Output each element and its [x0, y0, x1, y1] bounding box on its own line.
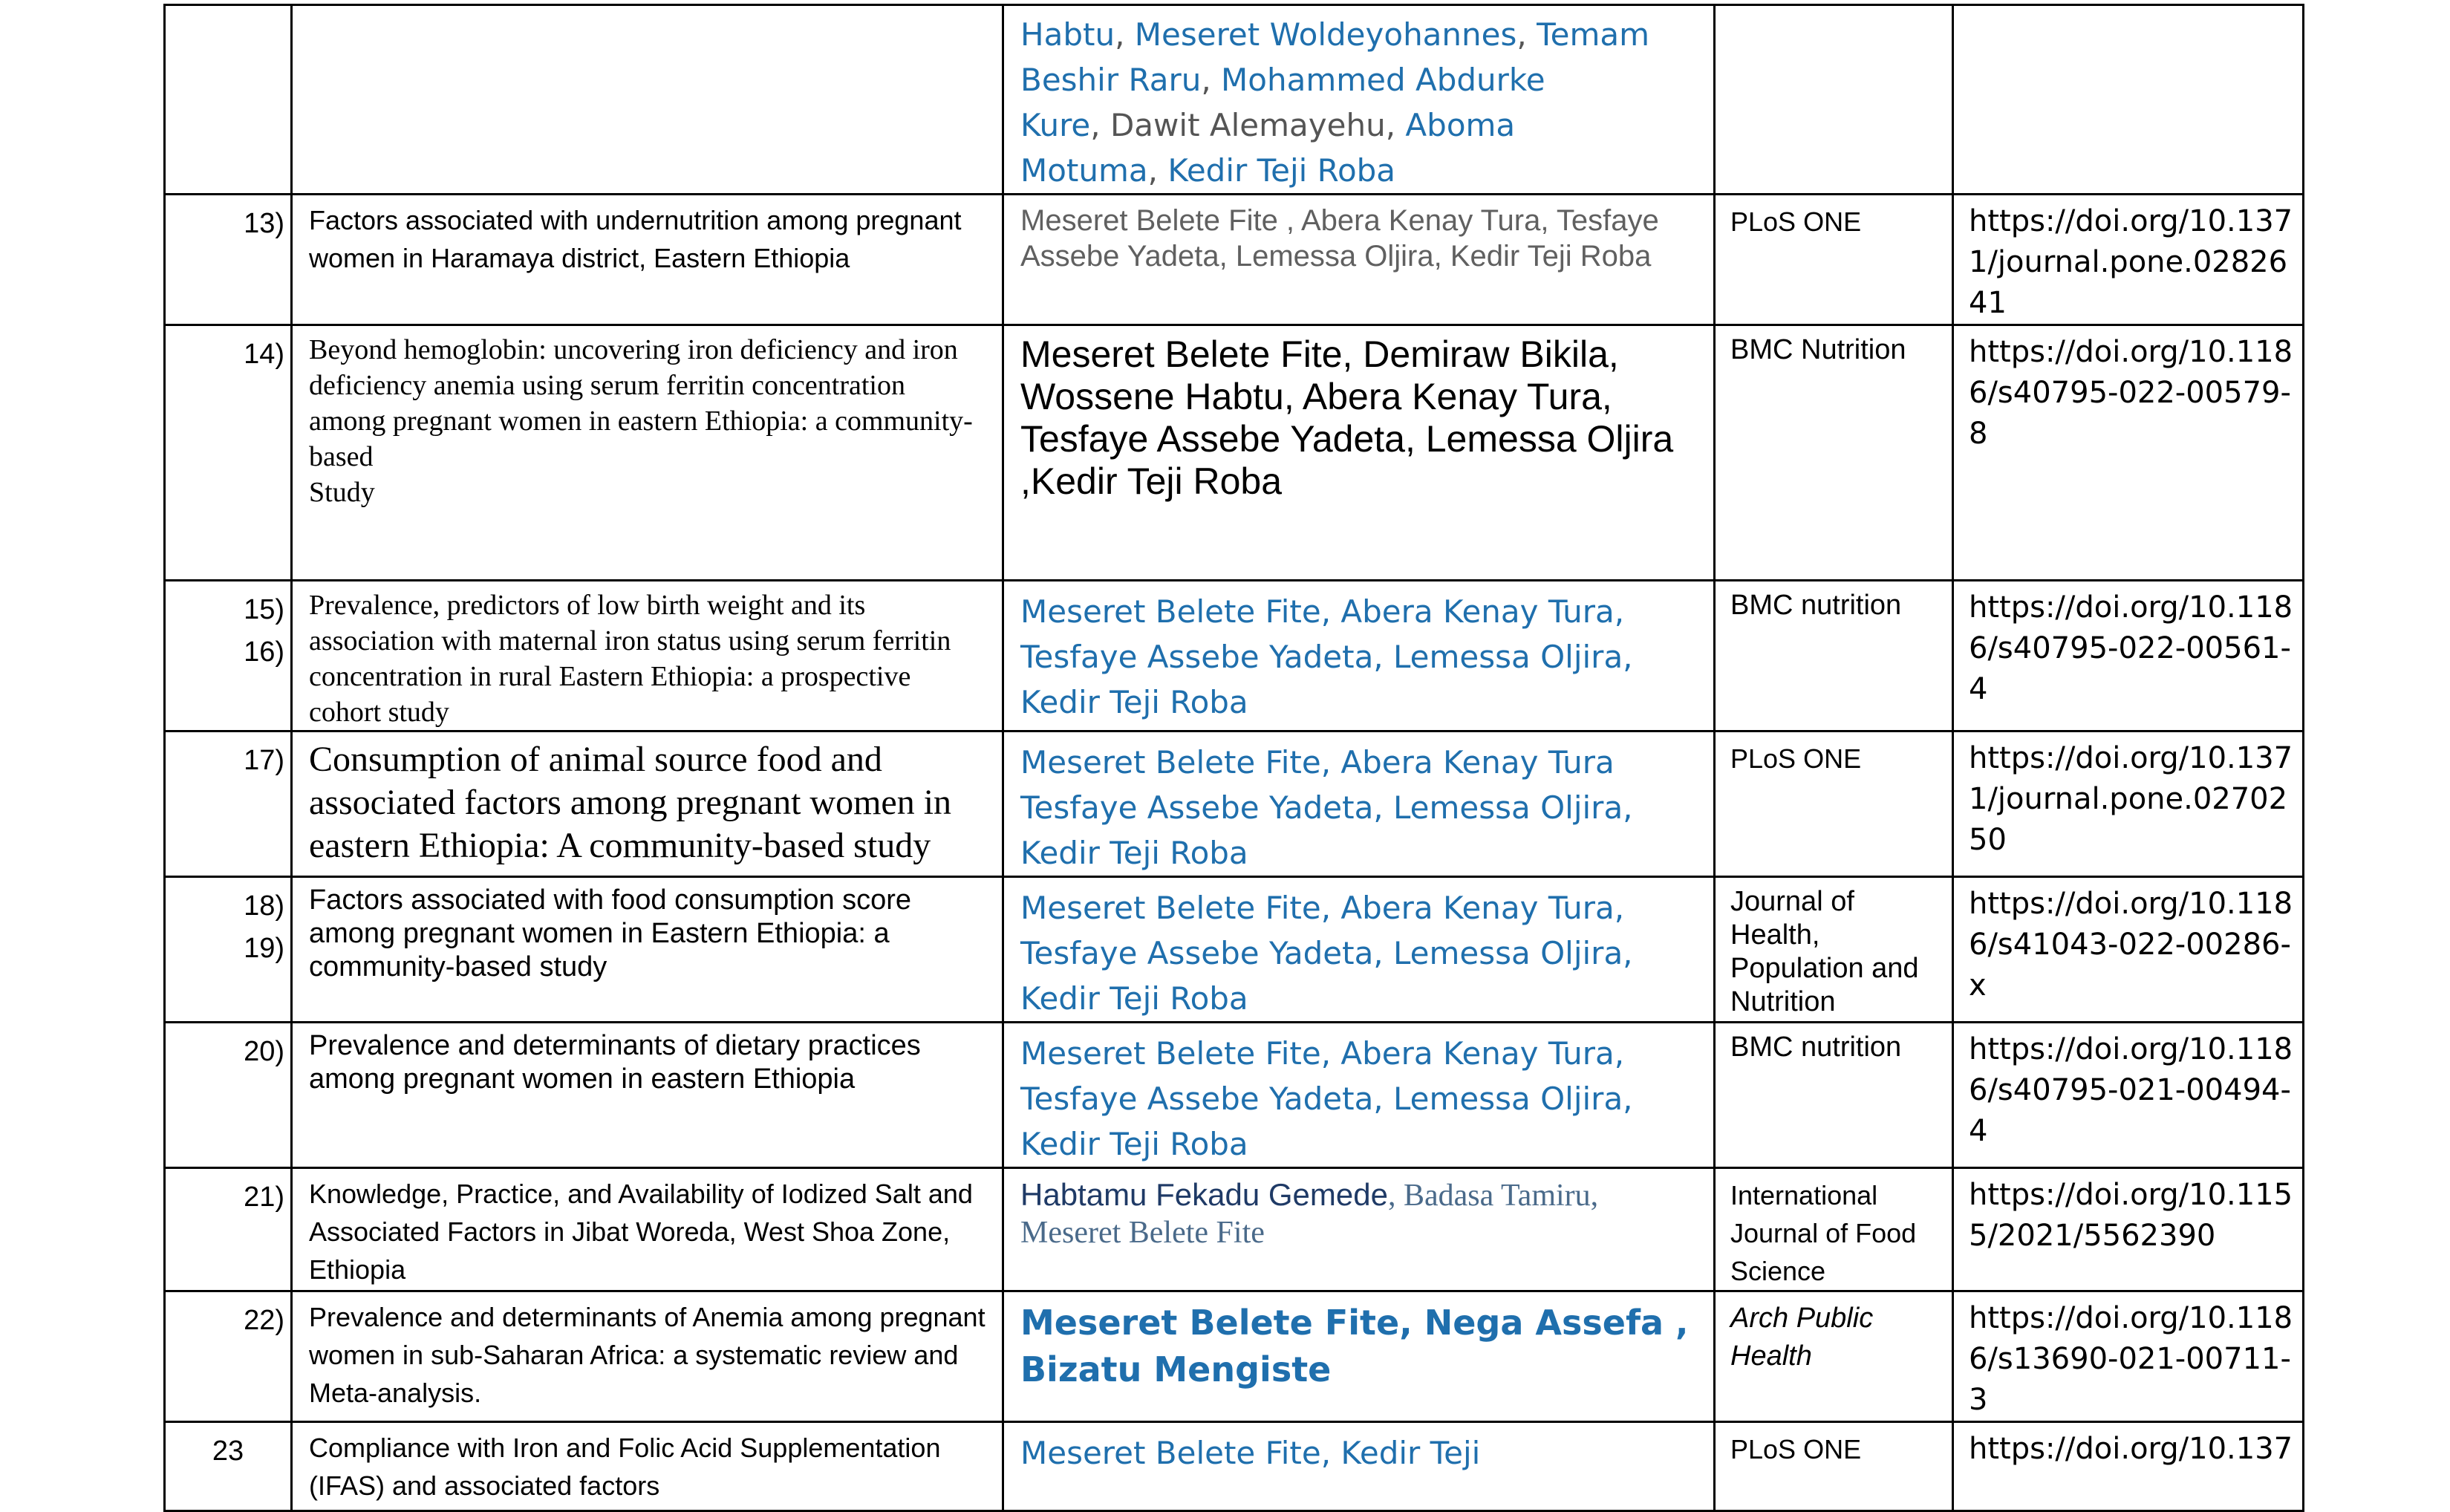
table-row — [165, 195, 2304, 325]
row-number: 21) — [244, 1182, 284, 1213]
doi-link[interactable]: https://doi.org/10.1371/journal.pone.0270250 — [1969, 741, 2293, 857]
journal-cell — [1715, 5, 1953, 195]
number-cell — [165, 5, 292, 195]
row-number: 13) — [244, 208, 284, 239]
doi-link[interactable]: https://doi.org/10.1186/s41043-022-00286-x — [1969, 887, 2293, 1003]
doi-link[interactable]: https://doi.org/10.1186/s13690-021-00711-3 — [1969, 1301, 2293, 1417]
publication-title: Prevalence, predictors of low birth weight and its association with maternal iron status using serum ferritin concentration in rural Eastern Ethiopia: a prospective cohort study — [309, 590, 951, 728]
doi-link[interactable]: https://doi.org/10.1186/s40795-022-00561-4 — [1969, 590, 2293, 706]
publication-title: Knowledge, Practice, and Availability of Iodized Salt and Associated Factors in Jibat Woreda, West Shoa Zone, Ethiopia — [309, 1179, 973, 1285]
table-row — [165, 1291, 2304, 1422]
authors-text: Habtu, Meseret Woldeyohannes, Temam Beshir Raru, Mohammed Abdurke Kure, Dawit Alemayehu, Aboma Motuma, Kedir Teji Roba — [1020, 16, 1650, 189]
journal-name: International Journal of Food Science — [1730, 1180, 1917, 1286]
table-row — [165, 877, 2304, 1023]
journal-name: PLoS ONE — [1730, 206, 1862, 237]
publication-title: Compliance with Iron and Folic Acid Supplementation (IFAS) and associated factors — [309, 1433, 941, 1501]
row-number: 14) — [244, 339, 284, 370]
authors-text: Meseret Belete Fite, Abera Kenay Tura, Tesfaye Assebe Yadeta, Lemessa Oljira, Kedir Teji Roba — [1020, 593, 1633, 720]
row-number: 23 — [212, 1436, 244, 1467]
publication-title: Factors associated with undernutrition among pregnant women in Haramaya district, Eastern Ethiopia — [309, 205, 962, 273]
doi-cell — [1953, 5, 2304, 195]
authors-text: Meseret Belete Fite, Abera Kenay Tura Tesfaye Assebe Yadeta, Lemessa Oljira, Kedir Teji Roba — [1020, 744, 1633, 871]
table-row — [165, 1422, 2304, 1511]
table-row — [165, 5, 2304, 195]
title-cell — [292, 5, 1003, 195]
row-number: 18) 19) — [244, 890, 284, 964]
journal-name: BMC Nutrition — [1730, 334, 1906, 365]
journal-name: BMC nutrition — [1730, 1032, 1902, 1063]
publication-title: Factors associated with food consumption score among pregnant women in Eastern Ethiopia: a community-based study — [309, 884, 912, 983]
journal-name: Journal of Health, Population and Nutrition — [1730, 886, 1919, 1017]
authors-text: Meseret Belete Fite, Abera Kenay Tura, Tesfaye Assebe Yadeta, Lemessa Oljira, Kedir Teji Roba — [1020, 890, 1633, 1017]
authors-text: Habtamu Fekadu Gemede, Badasa Tamiru, Meseret Belete Fite — [1020, 1177, 1599, 1250]
journal-name: PLoS ONE — [1730, 1434, 1862, 1464]
authors-text: Meseret Belete Fite, Abera Kenay Tura, Tesfaye Assebe Yadeta, Lemessa Oljira, Kedir Teji Roba — [1020, 1035, 1633, 1162]
row-number: 22) — [244, 1305, 284, 1336]
table-row — [165, 325, 2304, 581]
authors-text: Meseret Belete Fite, Demiraw Bikila, Wossene Habtu, Abera Kenay Tura, Tesfaye Assebe Yadeta, Lemessa Oljira ,Kedir Teji Roba — [1020, 333, 1674, 502]
doi-link[interactable]: https://doi.org/10.1155/2021/5562390 — [1969, 1178, 2293, 1253]
journal-name: BMC nutrition — [1730, 590, 1902, 621]
table-row — [165, 1023, 2304, 1168]
publication-title: Beyond hemoglobin: uncovering iron deficiency and iron deficiency anemia using serum ferritin concentration among pregnant women in eastern Ethiopia: a community-based Study — [309, 334, 973, 508]
journal-name: Arch Public Health — [1730, 1303, 1874, 1372]
journal-name: PLoS ONE — [1730, 743, 1862, 774]
table-row — [165, 731, 2304, 877]
authors-text: Meseret Belete Fite, Nega Assefa , Bizatu Mengiste — [1020, 1303, 1689, 1389]
table-row — [165, 581, 2304, 731]
publication-title: Prevalence and determinants of dietary practices among pregnant women in eastern Ethiopia — [309, 1030, 921, 1095]
doi-link[interactable]: https://doi.org/10.1186/s40795-022-00579-8 — [1969, 335, 2293, 451]
row-number: 20) — [244, 1036, 284, 1067]
doi-link[interactable]: https://doi.org/10.1371/journal.pone.0282641 — [1969, 204, 2293, 320]
publication-title: Consumption of animal source food and associated factors among pregnant women in eastern Ethiopia: A community-based study — [309, 740, 952, 865]
table-row — [165, 1168, 2304, 1291]
row-number: 17) — [244, 745, 284, 776]
authors-text: Meseret Belete Fite, Kedir Teji — [1020, 1435, 1481, 1471]
authors-text: Meseret Belete Fite , Abera Kenay Tura, Tesfaye Assebe Yadeta, Lemessa Oljira, Kedir Teji Roba — [1020, 204, 1659, 273]
doi-link[interactable]: https://doi.org/10.137 — [1969, 1432, 2293, 1466]
doi-link[interactable]: https://doi.org/10.1186/s40795-021-00494-4 — [1969, 1032, 2293, 1148]
authors-cell — [1003, 5, 1715, 195]
publications-table — [163, 4, 2304, 1512]
publication-title: Prevalence and determinants of Anemia among pregnant women in sub-Saharan Africa: a systematic review and Meta-analysis. — [309, 1302, 985, 1408]
row-number: 15) 16) — [244, 594, 284, 668]
